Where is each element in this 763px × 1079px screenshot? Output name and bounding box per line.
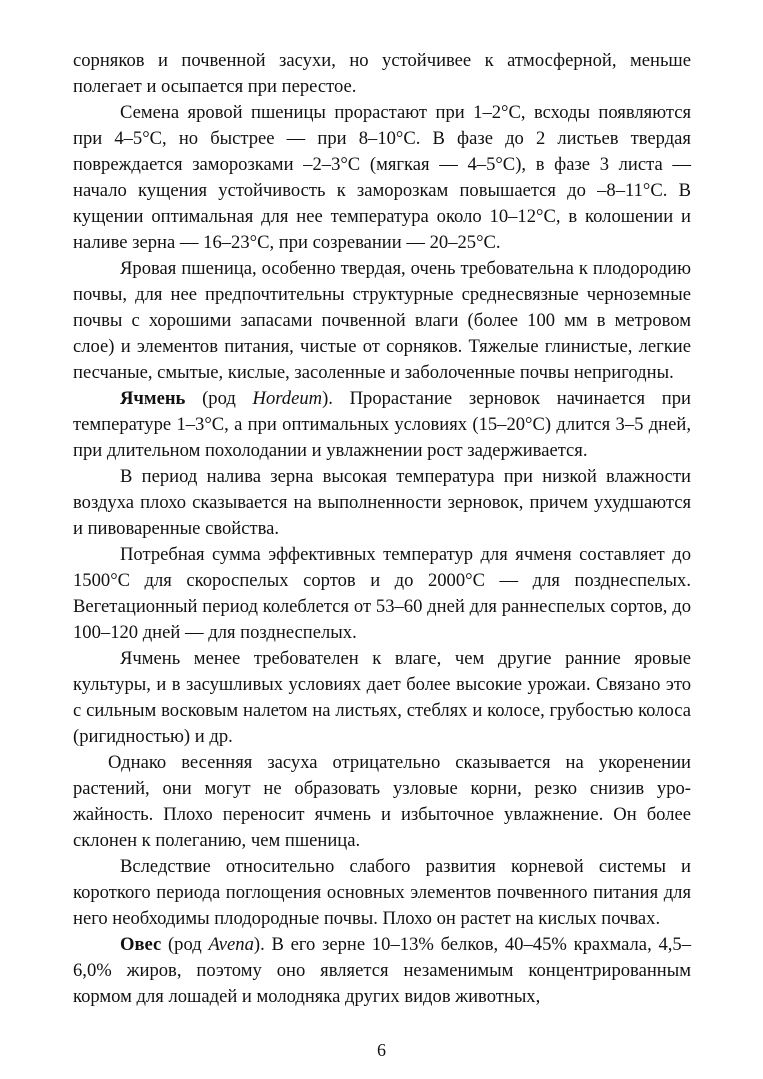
paragraph-5: В период налива зерна высокая температура при низкой влажности воздуха плохо сказывается на выполненности зерновок, причем ухудшаются и пивоваренные свойства. xyxy=(73,466,691,539)
paragraph-4-barley xyxy=(73,386,691,464)
page-number: 6 xyxy=(377,1040,386,1060)
paragraph-2: Семена яровой пшеницы прорастают при 1–2°С, всходы появляются при 4–5°С, но быстрее — при 8–10°С. В фазе до 2 листьев твердая повреждается заморозками –2–3°С (мягкая — 4–5°С), в фазе 3 листа — начало кущения устойчивость к заморозкам повышается до –8–11°С. В кущении оптимальная для нее температура около 10–12°С, в колошении и наливе зерна — 16–23°С, при созревании — 20–25°С. xyxy=(73,102,691,253)
paragraph-7: Ячмень менее требователен к влаге, чем другие ранние яровые культуры, и в засушливых условиях дает более высокие урожаи. Связано это с сильным восковым налетом на листьях, стеблях и колосе, грубостью колоса (ригидностью) и др. xyxy=(73,648,691,747)
paragraph-4-text: ). Прорастание зерновок начинается при температуре 1–3°С, а при оптимальных условиях (15–20°С) длится 3–5 дней, при длительном похолодании и увлажнении рост задерживается. xyxy=(73,388,691,461)
paragraph-3: Яровая пшеница, особенно твердая, очень требовательна к плодородию почвы, для нее предпочтительны структурные среднесвязные черноземные почвы с хорошими запасами почвенной влаги (более 100 мм в метровом слое) и элементов питания, чистые от сорняков. Тяжелые глинистые, легкие песчаные, смытые, кислые, засоленные и заболоченные почвы непригодны. xyxy=(73,258,691,383)
paragraph-9: Вследствие относительно слабого развития корневой системы и короткого периода поглощения основных элементов почвенного питания для него необходимы плодородные почвы. Плохо он растет на кислых почвах. xyxy=(73,856,691,929)
paragraph-8: Однако весенняя засуха отрицательно сказывается на укоренении растений, они могут не образовать узловые корни, резко снизив урожайность. Плохо переносит ячмень и избыточное увлажнение. Он более склонен к полеганию, чем пшеница. xyxy=(73,752,691,851)
page-body xyxy=(73,48,691,1010)
paragraph-1: сорняков и почвенной засухи, но устойчивее к атмосферной, меньше полегает и осыпается при перестое. xyxy=(73,50,691,97)
paragraph-4-pre: (род xyxy=(185,388,253,409)
term-barley: Ячмень xyxy=(120,388,186,409)
latin-name-hordeum: Hordeum xyxy=(252,388,323,409)
paragraph-10-oats xyxy=(73,932,691,1010)
paragraph-6: Потребная сумма эффективных температур для ячменя составляет до 1500°С для скороспелых сортов и до 2000°С — для позднеспелых. Вегетационный период колеблется от 53–60 дней для раннеспелых сортов, до 100–120 дней — для позднеспелых. xyxy=(73,544,691,643)
latin-name-avena: Avena xyxy=(208,934,254,955)
paragraph-10-text: ). В его зерне 10–13% белков, 40–45% крахмала, 4,5–6,0% жиров, поэтому оно является незаменимым концентрированным кормом для лошадей и молодняка других видов животных, xyxy=(73,934,691,1007)
paragraph-10-pre: (род xyxy=(161,934,209,955)
term-oats: Овес xyxy=(120,934,162,955)
